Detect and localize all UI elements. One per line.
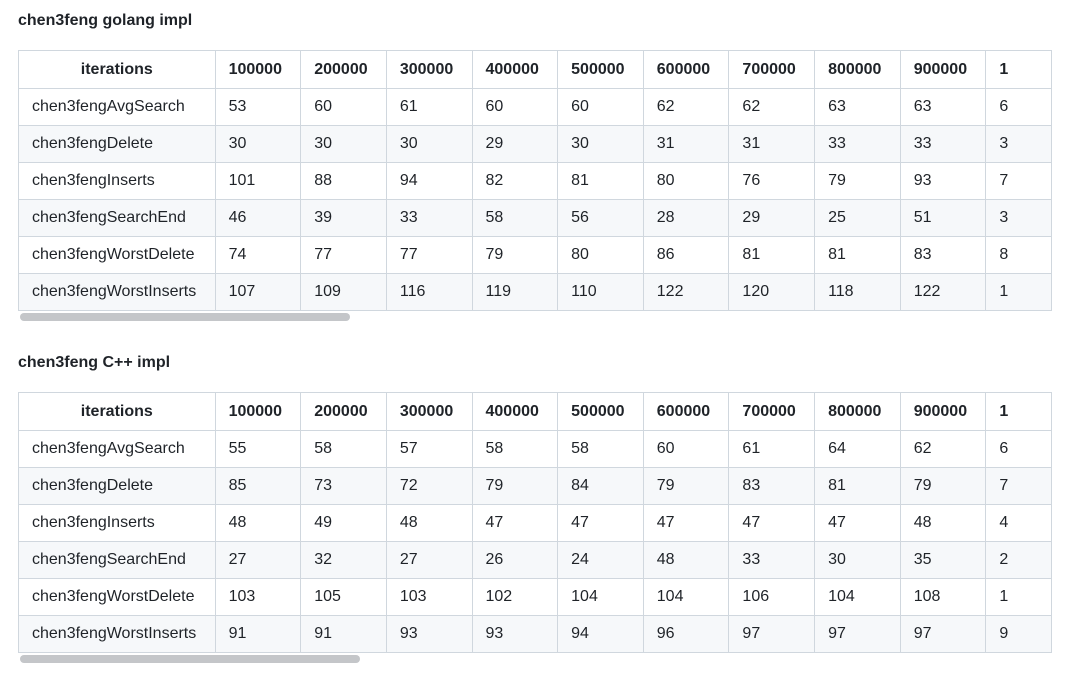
metric-value-cell: 81 [558,163,644,200]
metric-value-cell: 30 [301,126,387,163]
metric-value-cell: 3 [986,126,1052,163]
table-row [19,468,1052,505]
metric-value-cell: 31 [643,126,729,163]
metric-value-cell: 62 [643,89,729,126]
metric-value-cell: 91 [301,616,387,653]
metric-value-cell: 26 [472,542,558,579]
table-row [19,89,1052,126]
metric-name-cell: chen3fengSearchEnd [19,200,216,237]
metric-value-cell: 29 [472,126,558,163]
metric-value-cell: 83 [729,468,815,505]
metric-value-cell: 116 [386,274,472,311]
metric-value-cell: 33 [729,542,815,579]
metric-value-cell: 56 [558,200,644,237]
scrollbar-thumb[interactable] [20,655,360,663]
metric-value-cell: 30 [215,126,301,163]
column-header-iterations: 500000 [558,51,644,89]
metric-value-cell: 3 [986,200,1052,237]
metric-value-cell: 106 [729,579,815,616]
metric-value-cell: 64 [815,431,901,468]
metric-name-cell: chen3fengWorstInserts [19,616,216,653]
metric-value-cell: 79 [900,468,986,505]
metric-value-cell: 9 [986,616,1052,653]
metric-value-cell: 84 [558,468,644,505]
table-row [19,274,1052,311]
header-row [19,51,1052,89]
metric-name-cell: chen3fengDelete [19,126,216,163]
benchmark-table [18,50,1052,311]
metric-value-cell: 82 [472,163,558,200]
table-scroll-container[interactable] [18,392,1052,653]
metric-value-cell: 62 [729,89,815,126]
table-row [19,431,1052,468]
metric-value-cell: 81 [815,237,901,274]
metric-name-cell: chen3fengInserts [19,505,216,542]
metric-value-cell: 91 [215,616,301,653]
metric-name-cell: chen3fengWorstInserts [19,274,216,311]
table-row [19,163,1052,200]
column-header-iterations: 1 [986,51,1052,89]
column-header-iterations: 600000 [643,393,729,431]
metric-value-cell: 103 [215,579,301,616]
column-header-iterations: 300000 [386,393,472,431]
metric-value-cell: 25 [815,200,901,237]
metric-value-cell: 1 [986,579,1052,616]
column-header-iterations: 100000 [215,393,301,431]
metric-value-cell: 51 [900,200,986,237]
table-row [19,505,1052,542]
metric-value-cell: 79 [643,468,729,505]
metric-value-cell: 93 [900,163,986,200]
metric-value-cell: 104 [643,579,729,616]
table-row [19,616,1052,653]
column-header-iterations: 900000 [900,393,986,431]
metric-value-cell: 58 [472,431,558,468]
metric-value-cell: 63 [815,89,901,126]
metric-value-cell: 77 [386,237,472,274]
metric-value-cell: 57 [386,431,472,468]
column-header-label: iterations [19,393,216,431]
column-header-iterations: 700000 [729,393,815,431]
metric-name-cell: chen3fengAvgSearch [19,89,216,126]
metric-value-cell: 119 [472,274,558,311]
metric-value-cell: 101 [215,163,301,200]
metric-value-cell: 29 [729,200,815,237]
column-header-iterations: 400000 [472,393,558,431]
metric-value-cell: 76 [729,163,815,200]
metric-value-cell: 33 [386,200,472,237]
metric-value-cell: 27 [215,542,301,579]
table-row [19,200,1052,237]
benchmark-table [18,392,1052,653]
metric-value-cell: 48 [643,542,729,579]
table-scroll-container[interactable] [18,50,1052,311]
metric-value-cell: 6 [986,431,1052,468]
metric-value-cell: 85 [215,468,301,505]
header-row [19,393,1052,431]
metric-value-cell: 97 [729,616,815,653]
column-header-iterations: 600000 [643,51,729,89]
metric-value-cell: 63 [900,89,986,126]
metric-value-cell: 33 [900,126,986,163]
metric-value-cell: 47 [815,505,901,542]
metric-value-cell: 47 [729,505,815,542]
column-header-iterations: 700000 [729,51,815,89]
metric-value-cell: 79 [472,237,558,274]
metric-value-cell: 122 [643,274,729,311]
column-header-iterations: 100000 [215,51,301,89]
metric-value-cell: 7 [986,163,1052,200]
metric-value-cell: 83 [900,237,986,274]
metric-value-cell: 102 [472,579,558,616]
metric-value-cell: 109 [301,274,387,311]
metric-value-cell: 80 [558,237,644,274]
column-header-iterations: 900000 [900,51,986,89]
metric-value-cell: 93 [472,616,558,653]
metric-value-cell: 2 [986,542,1052,579]
metric-value-cell: 61 [729,431,815,468]
metric-value-cell: 118 [815,274,901,311]
metric-value-cell: 72 [386,468,472,505]
column-header-iterations: 200000 [301,51,387,89]
metric-value-cell: 61 [386,89,472,126]
metric-value-cell: 28 [643,200,729,237]
metric-name-cell: chen3fengInserts [19,163,216,200]
metric-value-cell: 39 [301,200,387,237]
metric-value-cell: 53 [215,89,301,126]
metric-value-cell: 1 [986,274,1052,311]
metric-name-cell: chen3fengSearchEnd [19,542,216,579]
metric-value-cell: 48 [215,505,301,542]
column-header-iterations: 1 [986,393,1052,431]
metric-value-cell: 48 [900,505,986,542]
metric-value-cell: 30 [558,126,644,163]
metric-value-cell: 55 [215,431,301,468]
metric-value-cell: 24 [558,542,644,579]
metric-value-cell: 120 [729,274,815,311]
table-row [19,579,1052,616]
column-header-iterations: 400000 [472,51,558,89]
metric-value-cell: 73 [301,468,387,505]
table-title: chen3feng golang impl [18,12,193,29]
metric-value-cell: 107 [215,274,301,311]
column-header-iterations: 300000 [386,51,472,89]
metric-value-cell: 6 [986,89,1052,126]
metric-value-cell: 47 [472,505,558,542]
metric-value-cell: 110 [558,274,644,311]
metric-value-cell: 4 [986,505,1052,542]
metric-value-cell: 77 [301,237,387,274]
metric-value-cell: 79 [472,468,558,505]
column-header-iterations: 800000 [815,393,901,431]
metric-value-cell: 60 [558,89,644,126]
metric-value-cell: 35 [900,542,986,579]
metric-value-cell: 97 [900,616,986,653]
metric-value-cell: 48 [386,505,472,542]
metric-value-cell: 31 [729,126,815,163]
column-header-iterations: 500000 [558,393,644,431]
metric-name-cell: chen3fengAvgSearch [19,431,216,468]
horizontal-scrollbar[interactable] [18,653,1052,665]
metric-value-cell: 60 [472,89,558,126]
metric-value-cell: 7 [986,468,1052,505]
column-header-iterations: 800000 [815,51,901,89]
metric-value-cell: 81 [729,237,815,274]
metric-name-cell: chen3fengWorstDelete [19,237,216,274]
cpp-section [18,352,1052,665]
table-row [19,542,1052,579]
metric-value-cell: 46 [215,200,301,237]
metric-value-cell: 104 [815,579,901,616]
metric-value-cell: 33 [815,126,901,163]
metric-value-cell: 62 [900,431,986,468]
metric-name-cell: chen3fengWorstDelete [19,579,216,616]
metric-value-cell: 96 [643,616,729,653]
table-row [19,126,1052,163]
metric-value-cell: 105 [301,579,387,616]
metric-value-cell: 94 [386,163,472,200]
metric-value-cell: 97 [815,616,901,653]
metric-value-cell: 94 [558,616,644,653]
horizontal-scrollbar[interactable] [18,311,1052,323]
table-row [19,237,1052,274]
metric-value-cell: 58 [558,431,644,468]
metric-value-cell: 60 [643,431,729,468]
metric-value-cell: 93 [386,616,472,653]
metric-value-cell: 108 [900,579,986,616]
metric-value-cell: 8 [986,237,1052,274]
metric-value-cell: 47 [558,505,644,542]
metric-value-cell: 79 [815,163,901,200]
metric-value-cell: 81 [815,468,901,505]
metric-value-cell: 103 [386,579,472,616]
metric-value-cell: 32 [301,542,387,579]
metric-value-cell: 88 [301,163,387,200]
metric-value-cell: 60 [301,89,387,126]
table-title: chen3feng C++ impl [18,354,171,371]
metric-value-cell: 58 [472,200,558,237]
metric-value-cell: 74 [215,237,301,274]
column-header-label: iterations [19,51,216,89]
metric-value-cell: 49 [301,505,387,542]
metric-value-cell: 86 [643,237,729,274]
metric-value-cell: 27 [386,542,472,579]
metric-value-cell: 122 [900,274,986,311]
scrollbar-thumb[interactable] [20,313,350,321]
metric-value-cell: 30 [815,542,901,579]
metric-value-cell: 58 [301,431,387,468]
metric-value-cell: 104 [558,579,644,616]
column-header-iterations: 200000 [301,393,387,431]
metric-value-cell: 30 [386,126,472,163]
metric-name-cell: chen3fengDelete [19,468,216,505]
golang-section [18,10,1052,323]
metric-value-cell: 47 [643,505,729,542]
metric-value-cell: 80 [643,163,729,200]
